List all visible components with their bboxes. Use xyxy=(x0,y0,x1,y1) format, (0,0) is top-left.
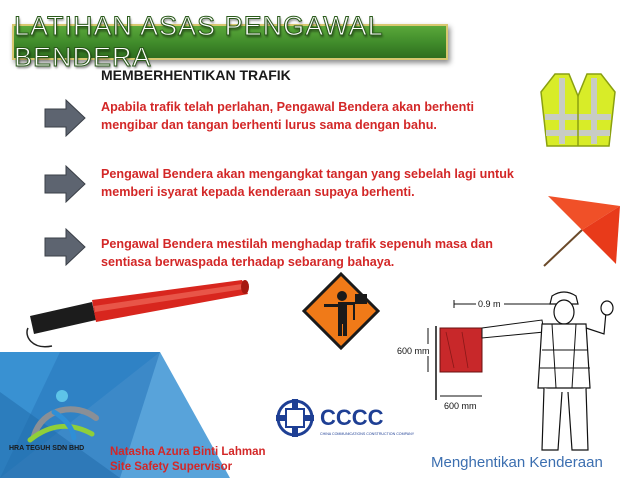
red-flag-icon xyxy=(540,192,624,270)
safety-vest-icon xyxy=(535,70,621,150)
image-caption: Menghentikan Kenderaan xyxy=(431,454,603,471)
bullet-point-3: Pengawal Bendera mestilah menghadap trafik sepenuh masa dan sentiasa berwaspada terhadap sebarang bahaya. xyxy=(101,237,493,269)
traffic-baton-icon xyxy=(22,276,250,354)
slide-title: LATIHAN ASAS PENGAWAL BENDERA xyxy=(14,11,383,72)
partner-logo-name: CCCC xyxy=(320,405,384,430)
title-banner xyxy=(12,11,448,72)
bullet-point-1: Apabila trafik telah perlahan, Pengawal Bendera akan berhenti mengibar dan tangan berhenti lurus sama dengan bahu. xyxy=(101,100,475,132)
flag-width-label: 600 mm xyxy=(444,401,477,411)
signature-role: Site Safety Supervisor xyxy=(110,461,233,473)
section-heading: MEMBERHENTIKAN TRAFIK xyxy=(101,67,291,83)
arrow-right-icon xyxy=(44,228,86,266)
flagger-sign-icon xyxy=(302,272,380,350)
width-label: 0.9 m xyxy=(478,299,501,309)
company-name: HRA TEGUH SDN BHD xyxy=(9,445,85,452)
arrow-right-icon xyxy=(44,99,86,137)
company-logo xyxy=(20,388,102,444)
signature-name: Natasha Azura Binti Lahman xyxy=(110,446,266,458)
flagger-diagram xyxy=(392,288,624,452)
flag-height-label: 600 mm xyxy=(397,346,430,356)
partner-logo xyxy=(272,395,415,441)
partner-logo-subtitle: CHINA COMMUNICATIONS CONSTRUCTION COMPANY xyxy=(320,432,415,436)
arrow-right-icon xyxy=(44,165,86,203)
bullet-point-2: Pengawal Bendera akan mengangkat tangan yang sebelah lagi untuk memberi isyarat kepada kenderaan supaya berhenti. xyxy=(101,167,514,199)
